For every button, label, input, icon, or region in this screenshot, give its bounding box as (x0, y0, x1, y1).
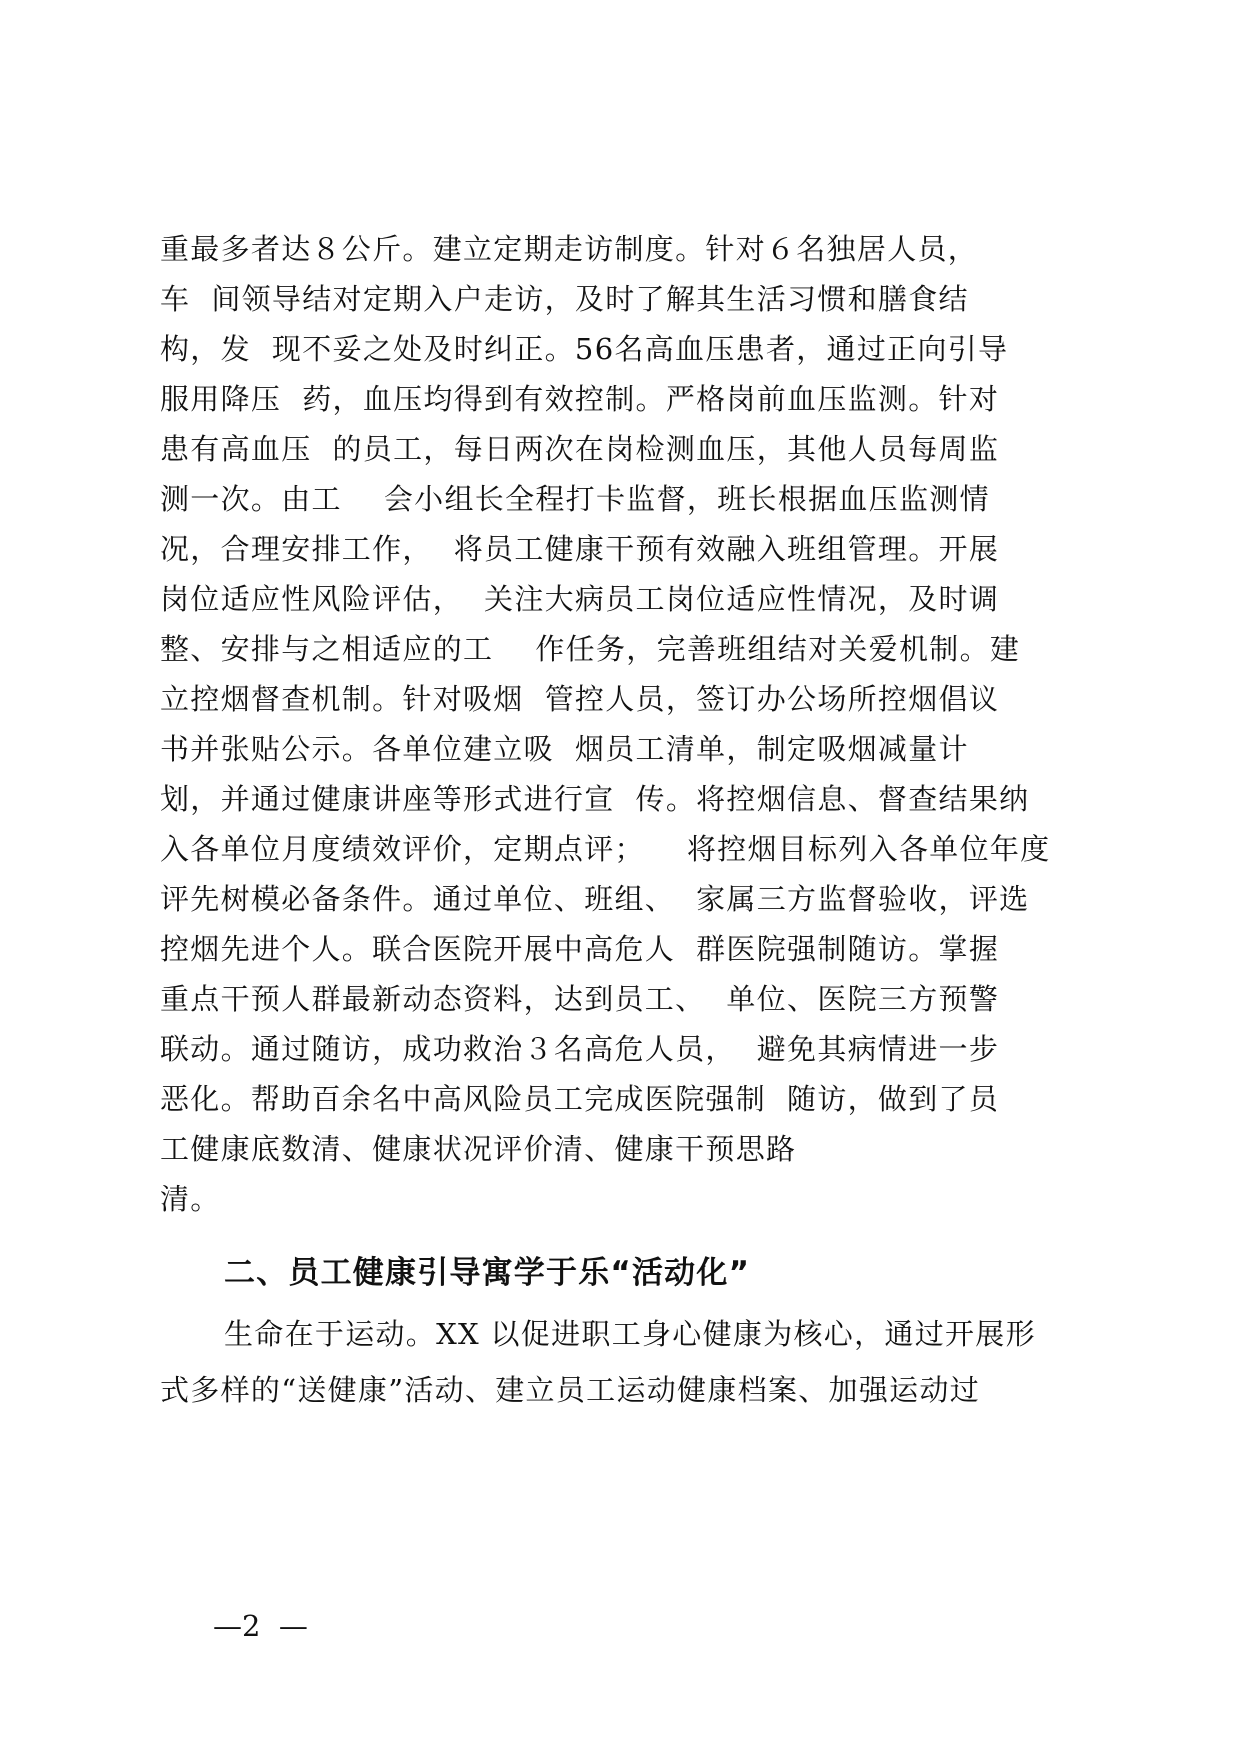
paragraph-line: 重点干预人群最新动态资料，达到员工、 单位、医院三方预警 (160, 982, 1000, 1016)
paragraph-line: 重最多者达８公斤。建立定期走访制度。针对６名独居人员， (160, 232, 979, 266)
page-number: —2 — (213, 1609, 308, 1643)
paragraph-line: 入各单位月度绩效评价，定期点评； 将控烟目标列入各单位年度 (160, 832, 1051, 866)
paragraph-line: 工健康底数清、健康状况评价清、健康干预思路 (160, 1132, 797, 1166)
paragraph-line: 清。 (160, 1182, 221, 1216)
paragraph-line: 式多样的“送健康”活动、建立员工运动健康档案、加强运动过 (160, 1373, 981, 1407)
paragraph-line: 立控烟督查机制。针对吸烟 管控人员，签订办公场所控烟倡议 (160, 682, 1000, 716)
paragraph-line: 测一次。由工 会小组长全程打卡监督，班长根据血压监测情 (160, 482, 990, 516)
paragraph-line: 控烟先进个人。联合医院开展中高危人 群医院强制随访。掌握 (160, 932, 1000, 966)
paragraph-line: 恶化。帮助百余名中高风险员工完成医院强制 随访，做到了员 (160, 1082, 1000, 1116)
section-heading: 二、员工健康引导寓学于乐“活动化” (224, 1255, 751, 1291)
paragraph-line: 整、安排与之相适应的工 作任务，完善班组结对关爱机制。建 (160, 632, 1021, 666)
paragraph-line: 服用降压 药，血压均得到有效控制。严格岗前血压监测。针对 (160, 382, 1000, 416)
paragraph-line: 况，合理安排工作， 将员工健康干预有效融入班组管理。开展 (160, 532, 1000, 566)
paragraph-line: 岗位适应性风险评估， 关注大病员工岗位适应性情况，及时调 (160, 582, 1000, 616)
paragraph-line: 患有高血压 的员工，每日两次在岗检测血压，其他人员每周监 (160, 432, 1000, 466)
paragraph-line: 联动。通过随访，成功救治３名高危人员， 避免其病情进一步 (160, 1032, 1000, 1066)
paragraph-line: 车 间领导结对定期入户走访，及时了解其生活习惯和膳食结 (160, 282, 969, 316)
body-paragraph (160, 224, 1080, 1224)
paragraph-line: 划，并通过健康讲座等形式进行宣 传。将控烟信息、督查结果纳 (160, 782, 1030, 816)
paragraph-line: 书并张贴公示。各单位建立吸 烟员工清单，制定吸烟减量计 (160, 732, 969, 766)
paragraph-line: 生命在于运动。XX 以促进职工身心健康为核心，通过开展形 (224, 1317, 1036, 1351)
paragraph-line: 构，发 现不妥之处及时纠正。56名高血压患者，通过正向引导 (160, 332, 1009, 366)
body-paragraph-2 (160, 1306, 1080, 1418)
paragraph-line: 评先树模必备条件。通过单位、班组、 家属三方监督验收，评选 (160, 882, 1030, 916)
